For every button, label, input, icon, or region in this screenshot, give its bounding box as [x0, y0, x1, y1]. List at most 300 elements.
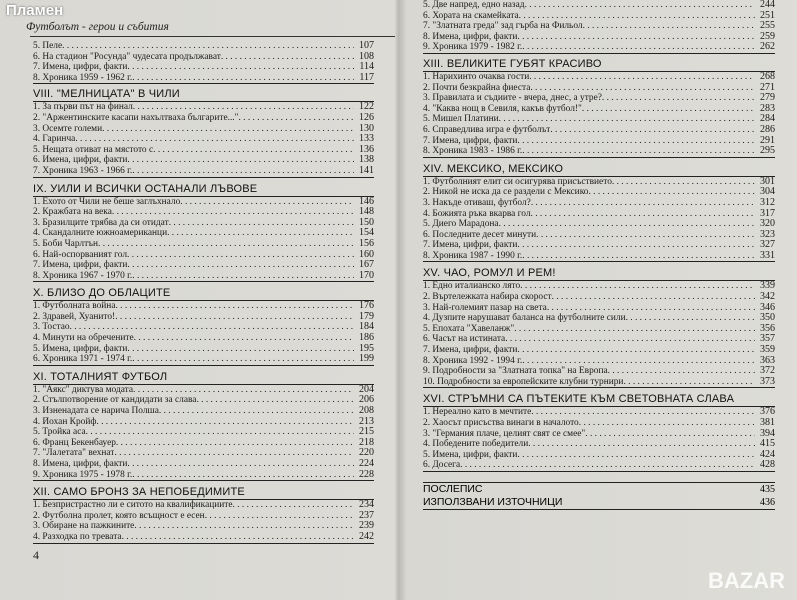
- toc-leader-dots: [233, 500, 354, 511]
- toc-page-number: 224: [359, 458, 374, 469]
- chapter-heading: XIV. МЕКСИКО, МЕКСИКО: [423, 162, 564, 175]
- toc-page-number: 424: [760, 448, 775, 460]
- toc-entry-title: 4. "Каква нощ в Севиля, какъв футбол!": [423, 103, 582, 114]
- toc-entry: [33, 41, 374, 52]
- toc-page-number: 239: [359, 520, 374, 532]
- toc-entry: [33, 207, 374, 218]
- toc-entry-title: ИЗПОЛЗВАНИ ИЗТОЧНИЦИ: [423, 495, 563, 508]
- toc-leader-dots: [159, 406, 354, 417]
- toc-page-number: 170: [359, 269, 374, 281]
- toc-page-number: 218: [359, 436, 374, 448]
- toc-page-number: 136: [359, 143, 374, 155]
- toc-entry: [33, 166, 374, 177]
- toc-entry-title: 1. Нарихинто очаква гости: [423, 71, 530, 82]
- toc-leader-dots: [552, 292, 755, 303]
- toc-page-number: 301: [760, 175, 775, 187]
- toc-leader-dots: [517, 345, 755, 356]
- toc-entry-title: 5. Мишел Платини: [423, 114, 499, 125]
- toc-page-number: 133: [359, 133, 374, 145]
- toc-page-number: 363: [760, 354, 775, 366]
- toc-entry-title: 5. Имена, цифри, факти: [423, 449, 518, 460]
- toc-leader-dots: [153, 145, 354, 156]
- toc-page-number: 381: [760, 417, 775, 428]
- toc-leader-dots: [133, 102, 354, 113]
- toc-leader-dots: [70, 322, 354, 333]
- toc-entry-title: 2. Хаосът присъства винаги в началото: [423, 418, 579, 428]
- toc-entry-title: 7. Имена, цифри, факти: [423, 135, 518, 146]
- toc-entry: [33, 532, 374, 543]
- toc-leader-dots: [612, 177, 755, 188]
- toc-entry-title: 6. Справедлива игра е футболът: [423, 124, 551, 135]
- toc-leader-dots: [127, 62, 354, 73]
- toc-leader-dots: [517, 450, 755, 461]
- toc-page-number: 357: [760, 333, 775, 345]
- toc-entry: [33, 511, 374, 522]
- toc-entry-title: 7. Хроника 1963 - 1966 г.: [33, 165, 133, 176]
- toc-entry-title: 1. Ехото от Чили не беше заглъхнало: [33, 196, 181, 207]
- toc-entry-title: 8. Хроника 1983 - 1986 г.: [423, 146, 523, 157]
- toc-page-number: 350: [760, 312, 775, 324]
- toc-leader-dots: [525, 0, 755, 11]
- toc-page-number: 160: [359, 248, 374, 260]
- toc-leader-dots: [169, 218, 354, 229]
- toc-entry-title: 2. Стълпотворение от кандидати за слава: [33, 395, 197, 406]
- chapter-entry-list: [423, 406, 775, 472]
- toc-page-number: 323: [760, 228, 775, 240]
- toc-entry-title: 2. "Аржентинските касапи нахълтваха българите...": [33, 112, 239, 123]
- toc-page-number: 376: [760, 406, 775, 418]
- toc-entry-title: 6. Хроника 1971 - 1974 г.: [33, 354, 133, 365]
- toc-leader-dots: [588, 187, 755, 198]
- toc-page-number: 154: [359, 227, 374, 239]
- toc-page-number: 156: [359, 237, 374, 249]
- toc-page-number: 122: [359, 101, 374, 113]
- toc-entry-title: 1. Футболната война: [33, 301, 116, 312]
- toc-page-number: 114: [359, 61, 374, 73]
- toc-entry-title: 1. Футболният елит си осигурява присъствието: [423, 176, 612, 187]
- toc-entry-title: 4. Минути на обречените: [33, 333, 134, 344]
- toc-entry-title: 3. Най-големият пазар на света: [423, 302, 547, 313]
- toc-entry-title: 4. Божията ръка вкарва гол: [423, 208, 531, 219]
- toc-page-number: 184: [359, 321, 374, 333]
- toc-chapter: [423, 162, 775, 263]
- toc-leader-dots: [499, 219, 755, 230]
- toc-entry: [423, 0, 775, 11]
- toc-entry-title: 5. Имена, цифри, факти: [33, 343, 128, 354]
- toc-leader-dots: [531, 209, 755, 220]
- toc-page-number: 339: [760, 280, 775, 292]
- toc-page-number: 262: [760, 41, 775, 53]
- toc-leader-dots: [75, 134, 354, 145]
- toc-entry: [423, 42, 775, 53]
- toc-chapter: [33, 485, 374, 543]
- toc-leader-dots: [127, 250, 354, 261]
- toc-entry-title: 9. Подробности за "Златната топка" на Европа: [423, 366, 608, 377]
- toc-page-number: 255: [760, 20, 775, 32]
- toc-page-number: 234: [359, 499, 374, 511]
- toc-entry: [33, 102, 374, 113]
- chapter-entry-list: [423, 280, 775, 388]
- toc-entry: [423, 439, 775, 450]
- toc-entry: [423, 460, 775, 471]
- toc-entry: [423, 146, 775, 157]
- toc-leader-dots: [505, 334, 755, 345]
- toc-page-number: 291: [760, 134, 775, 146]
- toc-leader-dots: [529, 72, 755, 83]
- toc-entry-title: 2. Футболна пролет, която всъщност е есен: [33, 510, 205, 521]
- toc-entry: [423, 313, 775, 324]
- toc-entry: [33, 301, 374, 312]
- toc-entry-title: 3. "Германия плаче, целият свят се смее": [423, 428, 586, 439]
- toc-leader-dots: [579, 418, 755, 429]
- toc-entry-title: 7. "Златната греда" зад гърба на Фильол: [423, 21, 583, 32]
- toc-entry: [423, 356, 775, 367]
- toc-page-number: 359: [760, 344, 775, 356]
- toc-leader-dots: [132, 73, 354, 84]
- chapter-entry-list: [423, 176, 775, 263]
- toc-entry: [423, 240, 775, 251]
- toc-page-number: 283: [760, 102, 775, 114]
- toc-entry: [33, 312, 374, 323]
- toc-leader-dots: [460, 460, 755, 471]
- toc-entry: [423, 83, 775, 94]
- toc-leader-dots: [132, 354, 354, 365]
- toc-page-number: 199: [359, 353, 374, 365]
- left-toc-column: [33, 41, 374, 548]
- toc-entry-title: 5. Епохата "Хавеланж": [423, 323, 515, 334]
- toc-entry-title: 3. Изненадата се нарича Полша: [33, 406, 159, 417]
- toc-page-number: 126: [359, 111, 374, 123]
- toc-entry-title: 3. Тостао: [33, 322, 70, 333]
- toc-entry: [423, 114, 775, 125]
- toc-entry: [33, 52, 374, 63]
- toc-entry: [423, 450, 775, 461]
- toc-entry: [423, 187, 775, 198]
- toc-entry-title: 3. Обиране на пажкините: [33, 521, 135, 532]
- toc-leader-dots: [602, 93, 755, 104]
- toc-page-number: 237: [359, 509, 374, 521]
- toc-entry: [423, 407, 775, 418]
- toc-entry-title: 4. Гаринча: [33, 134, 76, 145]
- toc-entry-title: 7. Имена, цифри, факти: [33, 260, 128, 271]
- toc-leader-dots: [550, 125, 755, 136]
- chapter-entry-list: [33, 499, 374, 543]
- toc-entry: [423, 32, 775, 43]
- toc-page-number: 206: [359, 394, 374, 406]
- toc-entry: [423, 281, 775, 292]
- toc-entry: [423, 104, 775, 115]
- toc-entry-title: 5. Пеле: [33, 41, 63, 51]
- toc-entry: [33, 124, 374, 135]
- chapter-entry-list: [33, 384, 374, 481]
- toc-entry: [33, 260, 374, 271]
- toc-entry-title: 1. "Аякс" диктува модата: [33, 384, 134, 395]
- toc-entry: [33, 73, 374, 84]
- toc-leader-dots: [623, 377, 755, 388]
- toc-entry-title: 5. Боби Чарлтън: [33, 238, 99, 249]
- chapter-heading: XII. САМО БРОНЗ ЗА НЕПОБЕДИМИТЕ: [33, 486, 245, 499]
- right-page: [401, 0, 797, 600]
- toc-entry: [33, 134, 374, 145]
- toc-entry: [33, 406, 374, 417]
- toc-leader-dots: [127, 260, 354, 271]
- toc-page-number: 436: [760, 496, 775, 508]
- toc-leader-dots: [531, 198, 755, 209]
- toc-leader-dots: [116, 438, 354, 449]
- toc-entry: [33, 218, 374, 229]
- chapter-entry-list: [33, 196, 374, 283]
- toc-entry-title: 2. Почти безкрайна фиеста: [423, 82, 531, 93]
- toc-entry-title: 2. Кражбата на века: [33, 207, 112, 218]
- toc-entry-title: 6. Най-оспорваният гол: [33, 249, 128, 260]
- toc-entry: [423, 483, 775, 496]
- right-toc-column: [423, 0, 775, 510]
- toc-entry-title: 6. Франц Бекенбауер: [33, 437, 116, 448]
- toc-entry: [33, 395, 374, 406]
- toc-leader-dots: [519, 11, 755, 22]
- toc-leader-dots: [134, 521, 354, 532]
- toc-leader-dots: [517, 240, 755, 251]
- toc-entry: [423, 324, 775, 335]
- toc-entry: [33, 500, 374, 511]
- toc-entry: [423, 209, 775, 220]
- toc-entry: [423, 93, 775, 104]
- header-rule: [30, 36, 395, 37]
- toc-entry-title: 5. Нещата отиват на мястото с: [33, 144, 154, 155]
- toc-entry: [33, 417, 374, 428]
- toc-entry: [423, 429, 775, 440]
- toc-page-number: 242: [359, 530, 374, 542]
- toc-entry-title: 6. Последните десет минути: [423, 229, 537, 240]
- toc-leader-dots: [96, 417, 354, 428]
- toc-entry-title: 8. Хроника 1967 - 1970 г.: [33, 270, 133, 281]
- toc-chapter: [33, 370, 374, 481]
- toc-leader-dots: [530, 83, 755, 94]
- back-matter-list: [423, 482, 775, 510]
- toc-page-number: 394: [760, 427, 775, 439]
- toc-entry: [423, 219, 775, 230]
- toc-entry-title: 5. Диего Марадона: [423, 219, 499, 230]
- toc-chapter: [33, 182, 374, 283]
- toc-entry: [423, 496, 775, 509]
- toc-page-number: 148: [359, 206, 374, 218]
- toc-leader-dots: [102, 124, 354, 135]
- toc-leader-dots: [127, 459, 354, 470]
- toc-entry: [423, 136, 775, 147]
- toc-page-number: 346: [760, 301, 775, 313]
- toc-leader-dots: [626, 313, 755, 324]
- chapter-heading: IX. УИЛИ И ВСИЧКИ ОСТАНАЛИ ЛЪВОВЕ: [33, 182, 258, 195]
- toc-entry-title: 1. Едно италианско лято: [423, 281, 521, 292]
- toc-page-number: 108: [359, 50, 374, 62]
- toc-entry-title: 3. Накъде отиваш, футбол?: [423, 197, 531, 208]
- toc-entry: [33, 155, 374, 166]
- toc-page-number: 312: [760, 196, 775, 208]
- toc-page-number: 213: [359, 415, 374, 427]
- toc-entry-title: 5. Две напред, едно назад: [423, 0, 525, 10]
- toc-entry-title: 9. Хроника 1979 - 1982 г.: [423, 42, 523, 53]
- toc-page-number: 435: [760, 483, 775, 495]
- toc-chapter: [33, 286, 374, 366]
- toc-entry-title: 6. Имена, цифри, факти: [33, 155, 128, 166]
- toc-entry-title: 8. Имена, цифри, факти: [33, 459, 128, 469]
- toc-leader-dots: [167, 228, 354, 239]
- toc-entry: [423, 21, 775, 32]
- toc-entry-title: 8. Имена, цифри, факти: [423, 31, 518, 42]
- toc-page-number: 284: [760, 113, 775, 125]
- toc-leader-dots: [514, 324, 755, 335]
- toc-leader-dots: [531, 407, 755, 418]
- toc-leader-dots: [180, 197, 354, 208]
- toc-page-number: 320: [760, 218, 775, 230]
- toc-entry: [423, 251, 775, 262]
- toc-leader-dots: [127, 344, 354, 355]
- toc-entry: [33, 333, 374, 344]
- toc-page-number: 179: [359, 310, 374, 322]
- toc-entry: [33, 459, 374, 470]
- toc-leader-dots: [238, 113, 354, 124]
- toc-entry-title: 5. Тройка аса: [33, 427, 86, 438]
- toc-page-number: 244: [760, 0, 775, 10]
- left-page: [0, 0, 395, 600]
- toc-entry: [33, 197, 374, 208]
- chapter-entry-list: [33, 101, 374, 177]
- toc-entry: [33, 239, 374, 250]
- toc-leader-dots: [522, 356, 755, 367]
- toc-entry-title: 1. Нереално като в мечтите: [423, 407, 532, 418]
- toc-page-number: 372: [760, 365, 775, 377]
- toc-leader-dots: [562, 496, 760, 509]
- toc-leader-dots: [499, 114, 755, 125]
- toc-continued-list: [423, 0, 775, 54]
- running-head: Футболът - герои и събития: [26, 21, 169, 33]
- toc-leader-dots: [522, 251, 755, 262]
- toc-entry: [423, 230, 775, 241]
- marketplace-logo: BAZAR: [708, 568, 785, 593]
- toc-leader-dots: [115, 301, 354, 312]
- toc-leader-dots: [221, 52, 354, 63]
- toc-entry: [423, 11, 775, 22]
- toc-entry: [33, 228, 374, 239]
- toc-page-number: 295: [760, 145, 775, 157]
- toc-leader-dots: [582, 104, 755, 115]
- toc-entry-title: 6. На стадион "Росунда" чудесата продължават: [33, 51, 221, 62]
- toc-entry-title: 8. Хроника 1959 - 1962 г.: [33, 72, 133, 83]
- toc-entry: [33, 271, 374, 282]
- toc-leader-dots: [112, 207, 354, 218]
- toc-entry-title: 6. Хората на скамейката: [423, 10, 519, 21]
- toc-page-number: 271: [760, 81, 775, 93]
- toc-leader-dots: [132, 271, 354, 282]
- toc-leader-dots: [115, 312, 354, 323]
- toc-leader-dots: [536, 230, 755, 241]
- toc-entry: [33, 250, 374, 261]
- toc-entry-title: 3. Правилата и съдиите - вчера, днес, а утре?: [423, 93, 602, 104]
- toc-entry-title: 9. Хроника 1975 - 1978 г.: [33, 469, 133, 480]
- toc-entry: [423, 125, 775, 136]
- toc-page-number: 146: [359, 195, 374, 207]
- toc-leader-dots: [583, 21, 755, 32]
- toc-entry: [423, 377, 775, 388]
- toc-entry: [33, 145, 374, 156]
- toc-leader-dots: [127, 155, 354, 166]
- toc-entry: [33, 427, 374, 438]
- toc-page-number: 251: [760, 9, 775, 21]
- toc-page-number: 228: [359, 468, 374, 480]
- toc-leader-dots: [122, 532, 354, 543]
- toc-page-number: 428: [760, 459, 775, 471]
- chapter-heading: VIII. "МЕЛНИЦАТА" В ЧИЛИ: [33, 88, 180, 101]
- toc-entry: [423, 366, 775, 377]
- toc-entry-title: 1. Безпристрастно ли е ситото на квалификациите: [33, 500, 233, 511]
- toc-entry: [423, 345, 775, 356]
- toc-entry-title: 3. Осемте големи: [33, 123, 103, 134]
- toc-page-number: 268: [760, 70, 775, 82]
- toc-leader-dots: [483, 483, 760, 496]
- toc-page-number: 204: [359, 383, 374, 395]
- chapter-heading: XV. ЧАО, РОМУЛ И РЕМ!: [423, 267, 556, 280]
- toc-entry: [423, 418, 775, 429]
- toc-page-number: 150: [359, 216, 374, 228]
- toc-page-number: 373: [760, 375, 775, 387]
- toc-leader-dots: [585, 429, 755, 440]
- toc-chapter: [423, 392, 775, 472]
- page-number: 4: [33, 548, 39, 562]
- toc-page-number: 286: [760, 123, 775, 135]
- toc-leader-dots: [520, 281, 755, 292]
- toc-entry-title: 2. Въртележката набира скорост: [423, 292, 552, 303]
- toc-page-number: 356: [760, 322, 775, 334]
- toc-entry-title: 8. Хроника 1992 - 1994 г.: [423, 355, 523, 366]
- toc-page-number: 327: [760, 239, 775, 251]
- chapter-heading: X. БЛИЗО ДО ОБЛАЦИТЕ: [33, 287, 171, 300]
- toc-entry: [423, 198, 775, 209]
- toc-entry-title: 1. За първи път на финал: [33, 102, 133, 113]
- toc-page-number: 107: [359, 40, 374, 51]
- toc-entry: [33, 448, 374, 459]
- toc-page-number: 331: [760, 249, 775, 261]
- toc-entry: [423, 292, 775, 303]
- toc-chapter: [423, 266, 775, 388]
- toc-entry: [33, 322, 374, 333]
- toc-entry-title: 6. Часът на истината: [423, 334, 506, 345]
- toc-page-number: 117: [359, 71, 374, 83]
- toc-leader-dots: [132, 470, 354, 481]
- toc-entry-title: 7. Имена, цифри, факти: [423, 345, 518, 356]
- toc-entry-title: 7. "Лалетата" вехнат: [33, 448, 115, 459]
- chapter-entry-list: [33, 300, 374, 366]
- toc-chapter: [33, 87, 374, 177]
- toc-entry: [423, 303, 775, 314]
- toc-leader-dots: [528, 439, 755, 450]
- toc-entry: [33, 354, 374, 365]
- toc-entry: [33, 62, 374, 73]
- toc-page-number: 208: [359, 405, 374, 417]
- uploader-watermark: Пламен: [6, 2, 64, 19]
- toc-page-number: 220: [359, 447, 374, 459]
- toc-page-number: 342: [760, 291, 775, 303]
- toc-leader-dots: [517, 136, 755, 147]
- toc-page-number: 304: [760, 186, 775, 198]
- toc-leader-dots: [62, 41, 354, 52]
- toc-page-number: 415: [760, 438, 775, 450]
- toc-leader-dots: [522, 146, 755, 157]
- toc-page-number: 279: [760, 92, 775, 104]
- toc-entry-title: 7. Имена, цифри, факти: [423, 240, 518, 251]
- toc-leader-dots: [86, 427, 354, 438]
- toc-entry: [423, 72, 775, 83]
- chapter-heading: XI. ТОТАЛНИЯТ ФУТБОЛ: [33, 370, 168, 383]
